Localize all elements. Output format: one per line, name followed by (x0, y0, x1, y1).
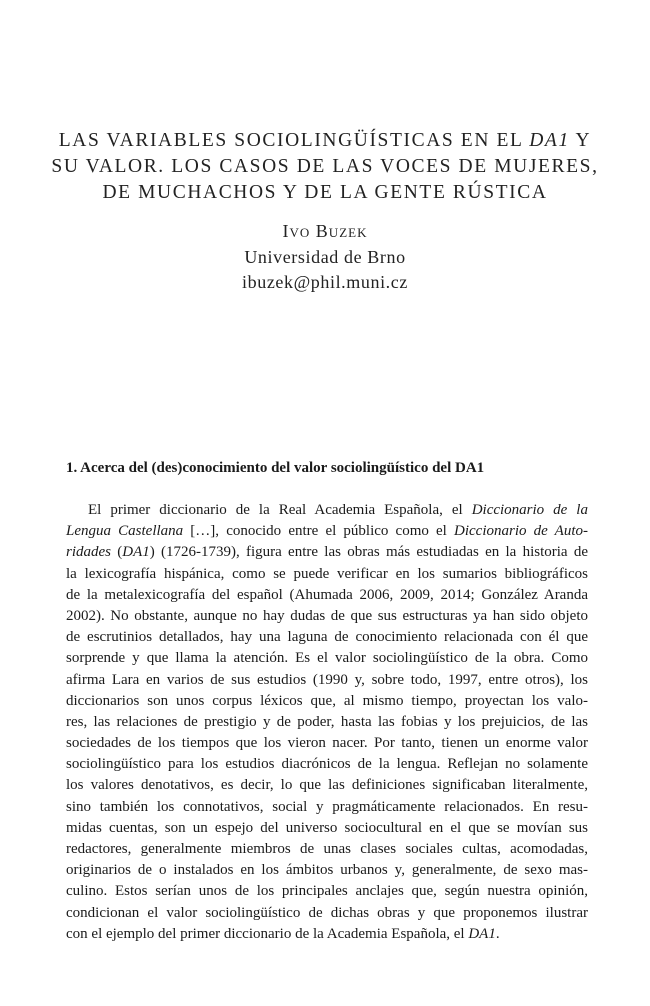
text-line (66, 500, 588, 521)
author-name: Ivo Buzek (282, 221, 368, 241)
italic-run: Diccionario de la (471, 502, 588, 518)
italic-run: Lengua Castellana (66, 523, 184, 540)
title-text: Y (569, 130, 592, 151)
author-block (40, 219, 610, 296)
title-italic-da1: DA1 (529, 130, 570, 151)
text-run: ( (111, 544, 123, 561)
text-line: originarios de o instalados en los ámbitos urbanos y, generalmente, de sexo mas- (66, 862, 588, 879)
body-paragraph (66, 500, 588, 945)
text-line: sino también los connotativos, social y pragmáticamente relacionados. En resu- (66, 798, 588, 815)
text-run: […], conocido entre el público como el (183, 523, 454, 540)
article-title (40, 128, 610, 206)
text-run: El primer diccionario de la Real Academia Española, el (88, 502, 472, 518)
text-line: sociolingüístico para los estudios diacrónicos de la lengua. Reflejan no solamente (66, 756, 588, 773)
author-email: ibuzek@phil.muni.cz (242, 272, 408, 292)
text-line: los valores denotativos, es decir, lo que las definiciones significaban literalmente, (66, 777, 588, 794)
text-run: ) (1726-1739), figura entre las obras más estudiadas en la historia de (149, 544, 588, 561)
section-heading: 1. Acerca del (des)conocimiento del valor sociolingüístico del DA1 (66, 460, 485, 476)
italic-run: DA1 (122, 544, 150, 561)
text-line: afirma Lara en varios de sus estudios (1990 y, sobre todo, 1997, entre otros), los (66, 671, 588, 688)
text-run: con el ejemplo del primer diccionario de la Academia Española, el (66, 925, 469, 942)
text-line: res, las relaciones de prestigio y de poder, hasta las fobias y los prejuicios, de las (66, 713, 588, 730)
text-line: sociedades de los tiempos que los vieron nacer. Por tanto, tienen un enorme valor (66, 735, 588, 752)
italic-run: DA1 (468, 925, 496, 942)
text-line: diccionarios son unos corpus léxicos que, al mismo tiempo, proyectan los valo- (66, 692, 588, 709)
text-line: redactores, generalmente miembros de unas clases sociales cultas, acomodadas, (66, 841, 588, 857)
title-line-1 (40, 128, 610, 154)
text-run: . (495, 925, 500, 942)
title-line-2: SU VALOR. LOS CASOS DE LAS VOCES DE MUJERES, (51, 156, 599, 177)
text-line: condicionan el valor sociolingüístico de dichas obras y que proponemos ilustrar (66, 904, 588, 921)
text-line: sorprende y que llama la atención. Es el valor sociolingüístico de la obra. Como (66, 650, 588, 667)
text-line: 2002). No obstante, aunque no hay dudas de que sus estructuras ya han sido objeto (66, 607, 588, 624)
title-line-3: DE MUCHACHOS Y DE LA GENTE RÚSTICA (102, 182, 548, 203)
text-line: midas cuentas, son un espejo del universo sociocultural en el que se movían sus (66, 819, 588, 836)
text-line (66, 521, 588, 542)
text-line (66, 924, 588, 945)
text-line: culino. Estos serían unos de los principales anclajes que, según nuestra opinión, (66, 883, 588, 900)
author-affiliation: Universidad de Brno (244, 246, 406, 267)
title-text: LAS VARIABLES SOCIOLINGÜÍSTICAS EN EL (58, 130, 530, 151)
text-line (66, 542, 588, 563)
text-line: de la metalexicografía del español (Ahumada 2006, 2009, 2014; González Aranda (66, 586, 588, 603)
italic-run: Diccionario de Auto- (454, 523, 588, 540)
text-line: de escrutinios detallados, hay una laguna de conocimiento relacionada con él que (66, 629, 588, 646)
italic-run: ridades (66, 544, 111, 561)
text-line: la lexicografía hispánica, como se puede verificar en los sumarios bibliográficos (66, 565, 588, 582)
